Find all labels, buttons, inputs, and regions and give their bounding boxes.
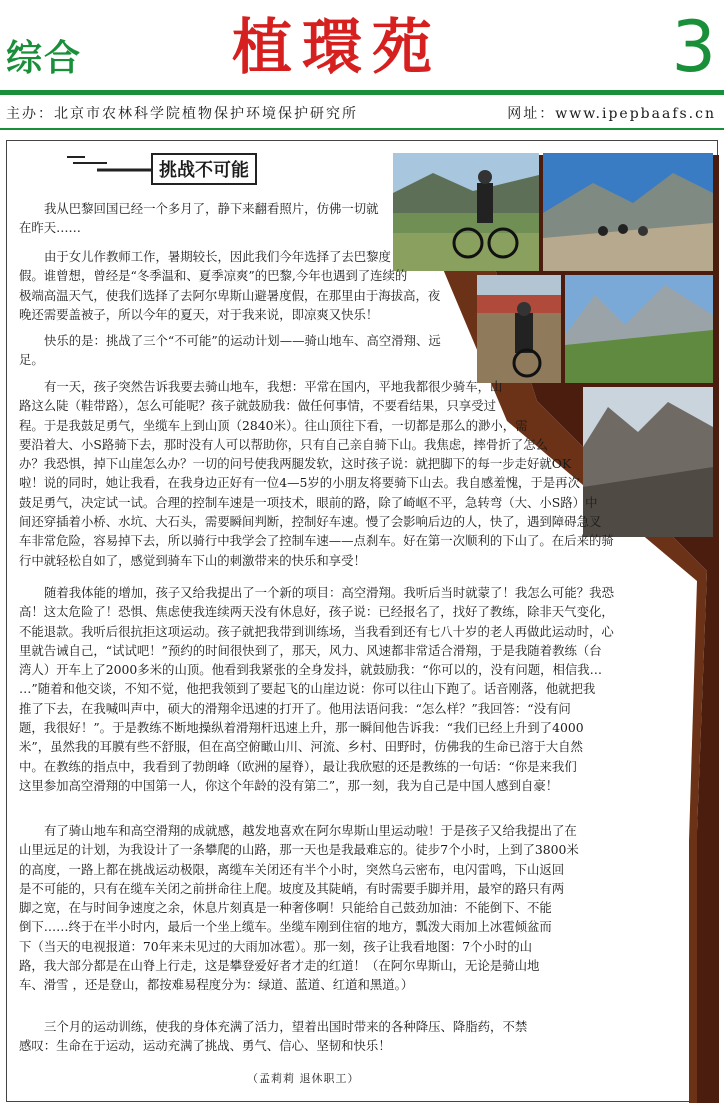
text-line: 的高度，一路上都在挑战运动极限，离缆车关闭还有半个小时，突然乌云密布，电闪雷鸣，下山返回 [19,861,565,877]
subheader-rule [0,128,724,130]
sponsor-line: 主办：北京市农林科学院植物保护环境保护研究所 [6,106,358,122]
text-line: 推了下去，在我喊叫声中，硕大的滑翔伞迅速的打开了。他用法语问我：“怎么样？”我回答：“没有问 [19,700,571,716]
text-line: 车、滑雪 ，还是登山，都按难易程度分为：绿道、蓝道、红道和黑道。） [19,977,414,993]
text-line: 路，我大部分都是在山脊上行走，这是攀登爱好者才走的红道！（在阿尔卑斯山，无论是骑山地 [19,958,540,974]
text-line: 假。谁曾想，曾经是“冬季温和、夏季凉爽”的巴黎,今年也遇到了连续的 [19,268,408,284]
text-line: 感叹：生命在于运动，运动充满了挑战、勇气、信心、坚韧和快乐！ [19,1038,391,1054]
text-line: 极端高温天气，使我们选择了去阿尔卑斯山避暑度假，在那里由于海拔高，夜 [19,287,441,303]
text-line: 行中就轻松自如了，感觉到骑车下山的刺激带来的快乐和享受！ [19,552,366,568]
text-line: 快乐的是：挑战了三个“不可能”的运动计划——骑山地车、高空滑翔、远 [44,333,441,348]
paragraph-mountain-bike [19,377,705,570]
text-line: 米”，虽然我的耳膜有些不舒服，但在高空俯瞰山川、河流、乡村、田野时，仿佛我的生命已溶于大自然 [19,739,583,755]
text-line: 鼓足勇气，决定试一试。合理的控制车速是一项技术，眼前的路，除了崎岖不平，急转弯（大、小S路）中 [19,494,598,510]
text-line: 间还穿插着小桥、水坑、大石头，需要瞬间判断，控制好车速。慢了会影响后边的人，快了，遇到障碍急叉 [19,514,602,530]
paragraph-paragliding [19,583,683,795]
subheader [0,96,724,126]
text-line: 路这么陡（鞋带路），怎么可能呢？孩子就鼓励我：做任何事情，不要看结果，只享受过 [19,398,497,414]
newspaper-header [0,0,724,96]
header-rule [0,90,724,95]
text-line: 中。在教练的指点中，我看到了勃朗峰（欧洲的屋脊），最让我欣慰的还是教练的一句话：“你是来我们 [19,758,577,774]
section-name: 综合 [6,38,83,79]
photo-cyclists-on-trail [543,153,713,271]
text-line: 里就告诫自己，“试试吧！”预约的时间很快到了，那天，风力、风速都非常适合滑翔，于是我随着教练（台 [19,642,602,658]
paragraph-conclusion [19,1017,683,1056]
paragraph-destination [19,247,469,324]
text-line: 倒下……终于在半小时内，最后一个坐上缆车。坐缆车刚到住宿的地方，瓢泼大雨加上冰雹倾盆而 [19,919,552,935]
text-line: 办？我恐惧，掉下山崖怎么办？一切的问号使我两腿发软，这时孩子说：就把脚下的每一步走好就OK [19,456,572,472]
text-line: 高！这太危险了！恐惧、焦虑使我连续两天没有休息好，孩子说：已经报名了，找好了教练，除非天气变化， [19,604,614,620]
website-line: 网址：www.ipepbaafs.cn [507,106,716,122]
text-line: 三个月的运动训练，使我的身体充满了活力，望着出国时带来的各种降压、降脂药，不禁 [44,1019,528,1034]
text-line: 由于女儿作教师工作，暑期较长，因此我们今年选择了去巴黎度 [44,249,391,264]
text-line: 足。 [19,352,44,368]
text-line: 要沿着大、小S路骑下去，那时没有人可以帮助你，只有自己亲自骑下山。我焦虑，摔骨折了怎么 [19,436,548,452]
masthead-title: 植環苑 [232,13,442,83]
text-line: 题，我很好！”。于是教练不断地操纵着滑翔杆迅速上升，那一瞬间他告诉我：“我们已经上升到了4000 [19,720,584,736]
text-line: …”随着和他交谈，不知不觉，他把我领到了要起飞的山崖边说：你可以往山下跑了。话音刚落，他就把我 [19,681,596,697]
article-title: 挑战不可能 [151,153,257,185]
text-line: 随着我体能的增加，孩子又给我提出了一个新的项目：高空滑翔。我听后当时就蒙了！我怎么可能？我恐 [44,585,614,600]
text-line: 程。于是我鼓足勇气，坐缆车上到山顶（2840米）。往山顶往下看，一切都是那么的渺小，需 [19,417,528,433]
text-line: 山里远足的计划，为我设计了一条攀爬的山路，那一天也是我最难忘的。徒步7个小时，上到了3800米 [19,842,579,858]
photo-biker-portrait [477,275,561,383]
title-lines-icon [67,151,157,181]
paragraph-intro [19,199,417,238]
text-line: 我从巴黎回国已经一个多月了，静下来翻看照片，仿佛一切就 [44,201,379,216]
text-line: 脚之宽，在与时间争速度之余，休息片刻真是一种奢侈啊！只能给自己鼓劲加油：不能倒下、不能 [19,900,552,916]
text-line: 不能退款。我听后很抗拒这项运动。孩子就把我带到训练场，当我看到还有七八十岁的老人再做此运动时，心 [19,623,614,639]
text-line: 车非常危险，容易掉下去，所以骑行中我学会了控制车速——点刹车。好在第一次顺利的下山了。在后来的骑 [19,533,614,549]
text-line: 湾人）开车上了2000多米的山顶。他看到我紧张的全身发抖，就鼓励我：“你可以的，没有问题，相信我… [19,662,603,678]
text-line: 有了骑山地车和高空滑翔的成就感，越发地喜欢在阿尔卑斯山里运动啦！于是孩子又给我提出了在 [44,823,577,838]
text-line: 这里参加高空滑翔的中国第一人，你这个年龄的没有第二”，那一刻，我为自己是中国人感到自豪！ [19,777,559,793]
text-line: 啦！说的同时，她让我看，在我身边正好有一位4—5岁的小朋友将要骑下山去。我自感羞愧，于是再次 [19,475,580,491]
text-line: 在昨天…… [19,220,81,236]
author-byline: （孟莉莉 退休职工） [247,1072,360,1085]
paragraph-hiking [19,821,683,995]
text-line: 晚还需要盖被子，所以今年的夏天，对于我来说，即凉爽又快乐！ [19,306,379,322]
paragraph-three-challenges [19,331,479,370]
article-title-block [67,151,297,181]
text-line: 下（当天的电视报道：70年来未见过的大雨加冰雹）。那一刻，孩子让我看地图：7个小时的山 [19,938,533,954]
article-frame [6,140,718,1102]
text-line: 是不可能的，只有在缆车关闭之前拼命往上爬。坡度及其陡峭，有时需要手脚并用，最窄的路只有两 [19,880,565,896]
page-number: 3 [671,6,716,88]
photo-alpine-valley [565,275,713,383]
text-line: 有一天，孩子突然告诉我要去骑山地车，我想：平常在国内，平地我都很少骑车，山 [44,379,503,394]
